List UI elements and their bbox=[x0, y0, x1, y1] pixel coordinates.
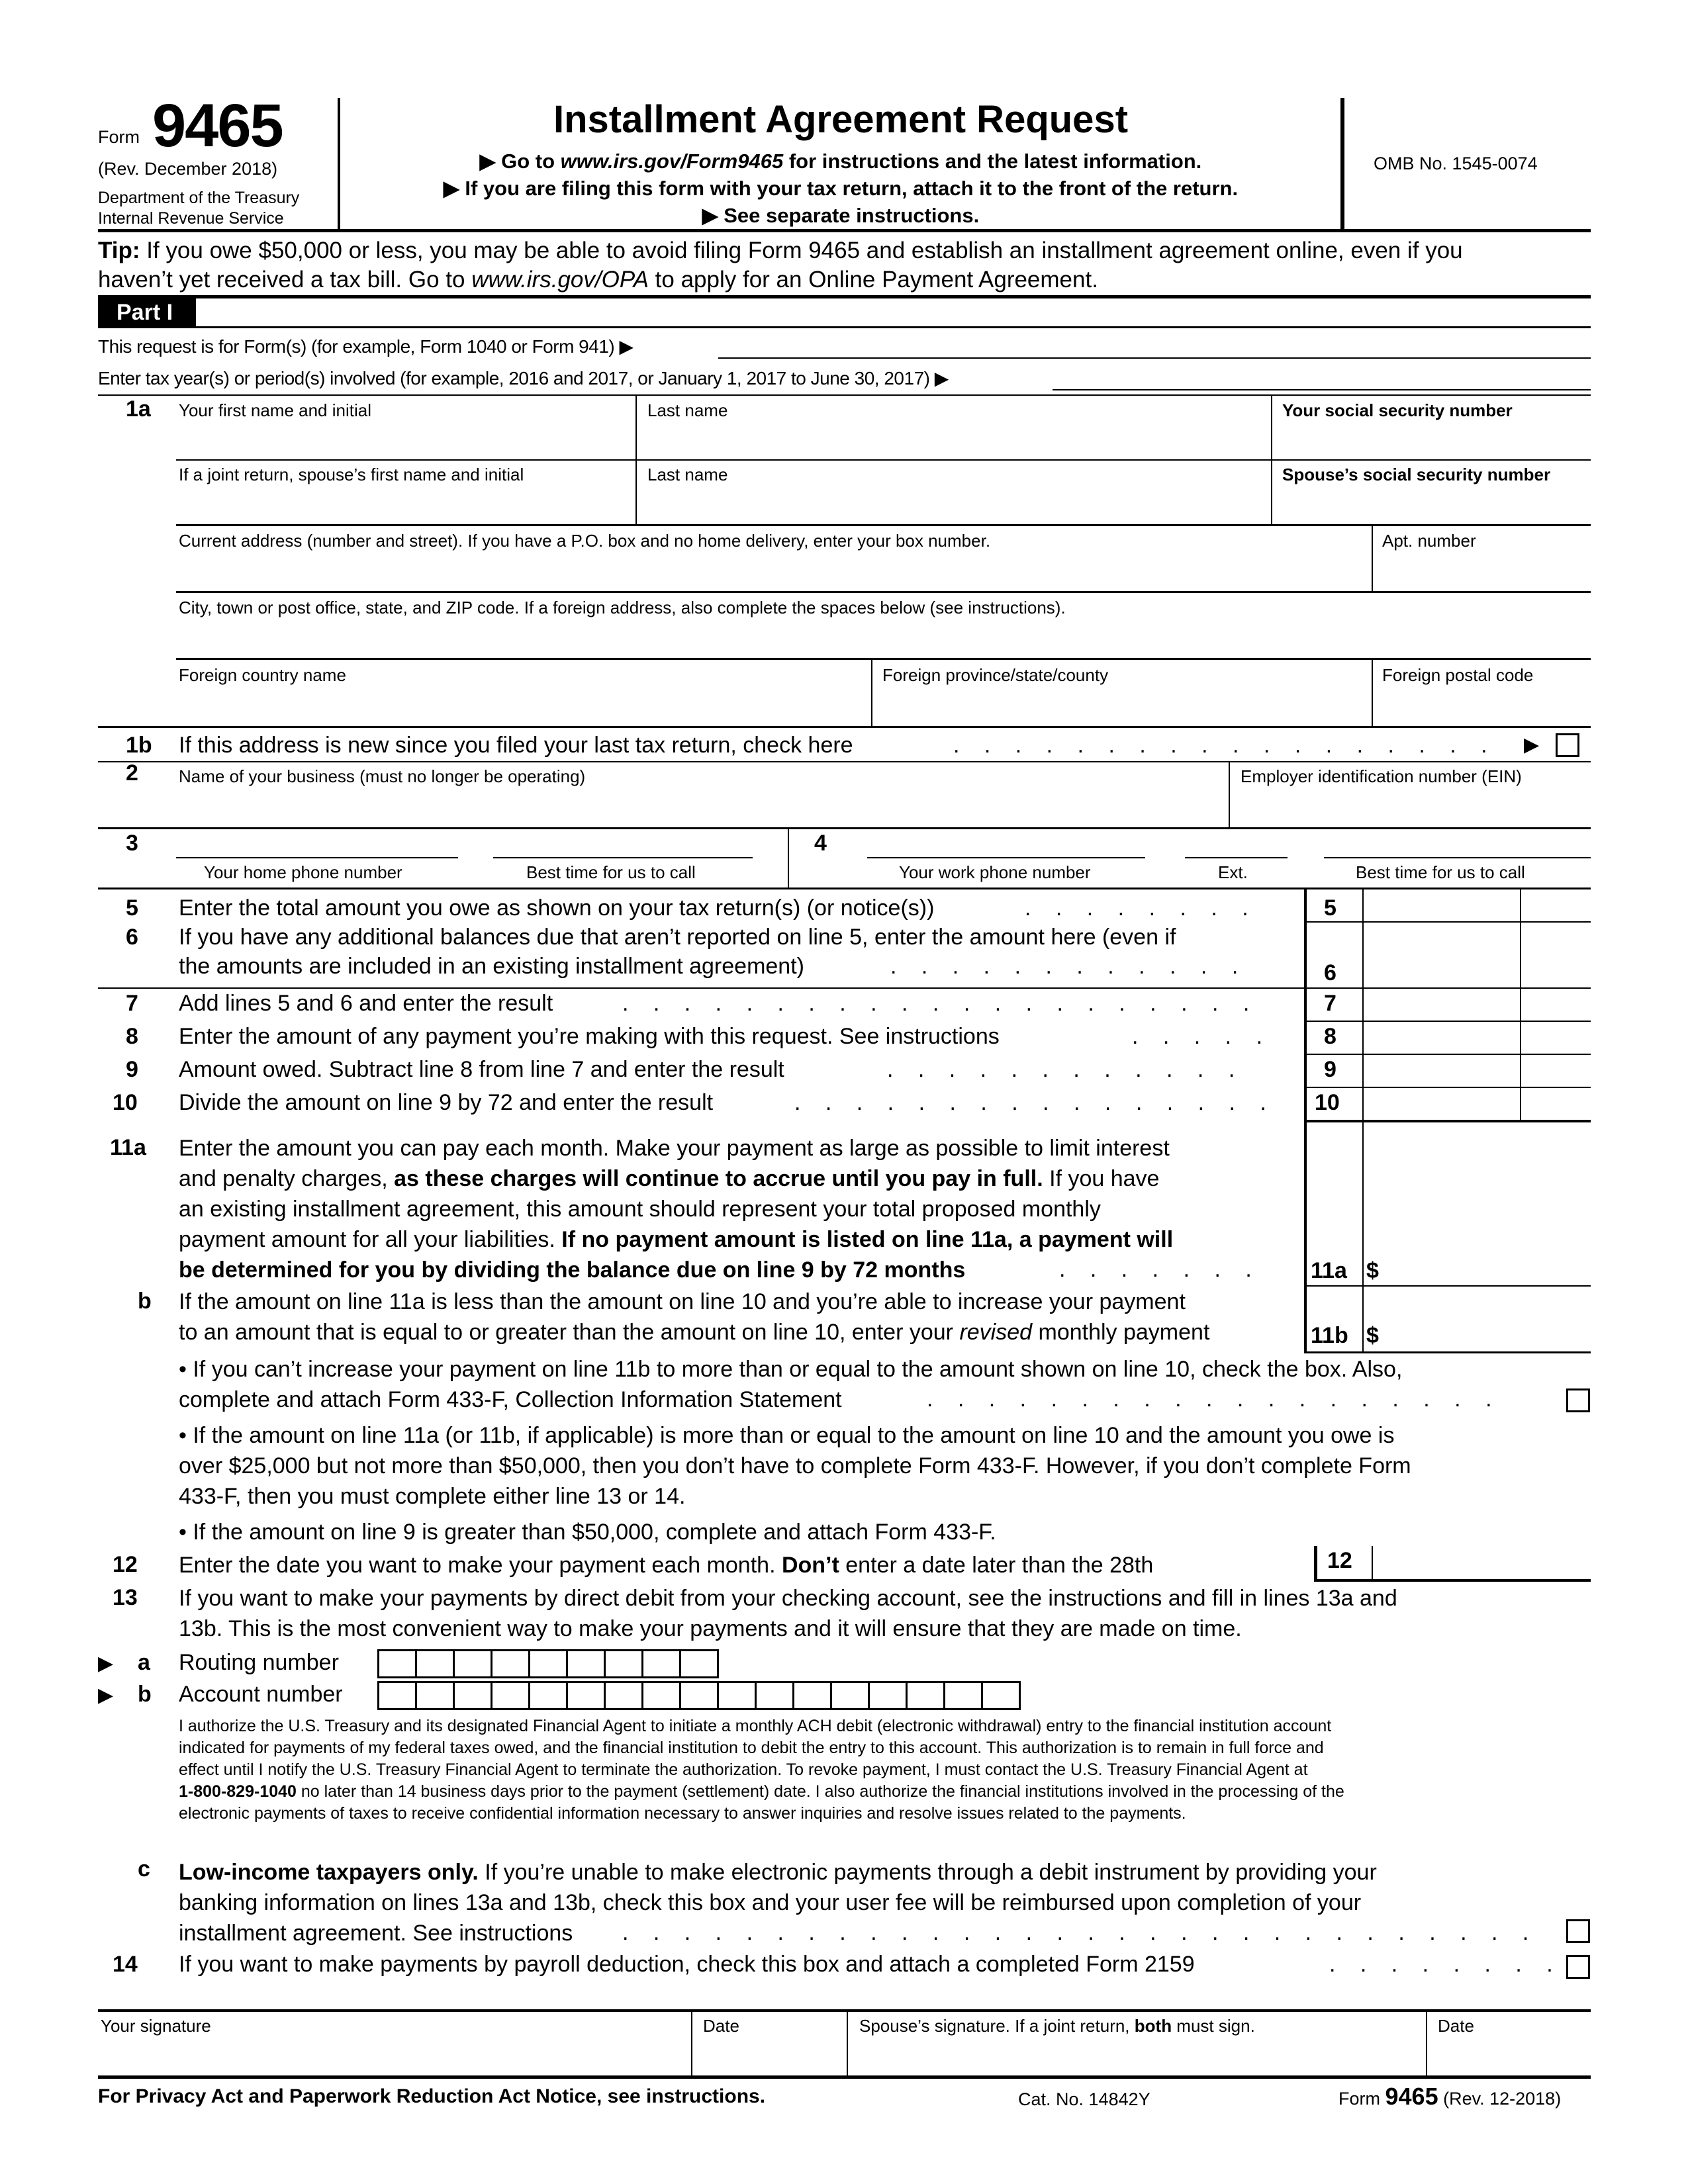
line-14-leader: . . . . . . . . bbox=[1329, 1952, 1562, 1977]
part-1-label: Part I bbox=[98, 298, 196, 326]
line-13c-text: Low-income taxpayers only. If you’re unable to make electronic payments through a debit instrument by providing your banking information on lines 13a and 13b, check this box and your user fee will be reimbursed upon completion of your installment agreement. See instructions bbox=[179, 1860, 1377, 1946]
account-digit-box[interactable] bbox=[755, 1681, 794, 1710]
foreign-country-input[interactable] bbox=[176, 660, 871, 726]
line-1a-number: 1a bbox=[126, 396, 151, 422]
line-13c-letter: c bbox=[138, 1856, 150, 1882]
line-9-leader: . . . . . . . . . . . . bbox=[887, 1057, 1244, 1082]
line-13b-letter: b bbox=[138, 1682, 152, 1707]
line-3-number: 3 bbox=[126, 831, 138, 856]
home-phone-label: Your home phone number bbox=[204, 862, 402, 882]
account-digit-box[interactable] bbox=[906, 1681, 945, 1710]
line-7-text: Add lines 5 and 6 and enter the result bbox=[179, 991, 553, 1016]
line-14-number: 14 bbox=[113, 1952, 138, 1977]
routing-digit-box[interactable] bbox=[604, 1649, 643, 1678]
line-9-number: 9 bbox=[126, 1057, 138, 1082]
bullet-1-leader: . . . . . . . . . . . . . . . . . . . bbox=[927, 1387, 1501, 1412]
work-phone-input[interactable] bbox=[867, 829, 1145, 857]
work-best-time-input[interactable] bbox=[1324, 829, 1591, 857]
line-10-text: Divide the amount on line 9 by 72 and enter the result bbox=[179, 1090, 714, 1115]
line-13a-letter: a bbox=[138, 1650, 150, 1675]
home-phone-input[interactable] bbox=[176, 829, 458, 857]
line-1b-arrow: ▶ bbox=[1524, 734, 1540, 756]
address-input[interactable] bbox=[176, 526, 1372, 591]
line-14-text: If you want to make payments by payroll deduction, check this box and attach a completed Form 2159 bbox=[179, 1952, 1195, 1977]
line-5-leader: . . . . . . . . bbox=[1025, 895, 1258, 921]
foreign-country-label: Foreign country name bbox=[179, 665, 346, 685]
foreign-province-label: Foreign province/state/county bbox=[882, 665, 1109, 685]
tip-text: Tip: If you owe $50,000 or less, you may be able to avoid filing Form 9465 and establish an installment agreement online, even if you haven’t yet received a tax bill. Go to www.irs.gov/OPA to apply for an Online Payment Agreement. bbox=[98, 238, 1463, 293]
routing-digit-box[interactable] bbox=[491, 1649, 530, 1678]
apt-number-input[interactable] bbox=[1373, 526, 1591, 591]
line-11a-box-label: 11a bbox=[1311, 1258, 1347, 1283]
spouse-ssn-label: Spouse’s social security number bbox=[1282, 465, 1551, 484]
line-2-number: 2 bbox=[126, 760, 138, 786]
line-1b-leader: . . . . . . . . . . . . . . . . . . bbox=[953, 733, 1497, 758]
agency-name: Internal Revenue Service bbox=[98, 209, 284, 228]
form-number: 9465 bbox=[152, 92, 283, 159]
home-best-time-input[interactable] bbox=[493, 829, 753, 857]
form-url-link[interactable]: www.irs.gov/Form9465 bbox=[560, 150, 784, 173]
line-8-box-label: 8 bbox=[1324, 1024, 1336, 1049]
line-8-text: Enter the amount of any payment you’re making with this request. See instructions bbox=[179, 1024, 1000, 1049]
line-6-leader: . . . . . . . . . . . . bbox=[890, 954, 1248, 979]
work-ext-label: Ext. bbox=[1218, 862, 1248, 882]
footer-form-id: Form 9465 (Rev. 12-2018) bbox=[1338, 2083, 1562, 2110]
line-10-number: 10 bbox=[113, 1090, 138, 1115]
account-number-label: Account number bbox=[179, 1682, 343, 1707]
line-8-leader: . . . . . bbox=[1132, 1024, 1272, 1049]
account-digit-box[interactable] bbox=[830, 1681, 870, 1710]
line-6-text-2: the amounts are included in an existing installment agreement) bbox=[179, 954, 804, 979]
foreign-postal-code-input[interactable] bbox=[1373, 660, 1591, 726]
spouse-ssn-input[interactable] bbox=[1272, 461, 1591, 524]
low-income-checkbox[interactable] bbox=[1566, 1919, 1590, 1943]
line-10-box-label: 10 bbox=[1315, 1090, 1340, 1115]
spouse-first-name-input[interactable] bbox=[176, 461, 635, 524]
line-13-number: 13 bbox=[113, 1585, 138, 1610]
line-11b-dollar: $ bbox=[1366, 1323, 1379, 1348]
date-2-field[interactable] bbox=[1427, 2012, 1591, 2075]
line-5-text: Enter the total amount you owe as shown on your tax return(s) (or notice(s)) bbox=[179, 895, 935, 921]
line-5-number: 5 bbox=[126, 895, 138, 921]
account-arrow: ▶ bbox=[98, 1684, 114, 1706]
first-name-label: Your first name and initial bbox=[179, 400, 371, 420]
spouse-last-name-input[interactable] bbox=[637, 461, 1271, 524]
account-digit-box[interactable] bbox=[377, 1681, 417, 1710]
line-11b-amount-input[interactable] bbox=[1380, 1287, 1591, 1351]
request-forms-label: This request is for Form(s) (for example, Form 1040 or Form 941) ▶ bbox=[98, 336, 633, 357]
your-signature-field[interactable] bbox=[98, 2012, 691, 2075]
line-7-box-label: 7 bbox=[1324, 991, 1336, 1016]
date-1-label: Date bbox=[703, 2016, 739, 2036]
line-11b-number: b bbox=[138, 1289, 152, 1314]
line-8-amount-input[interactable] bbox=[1364, 1022, 1591, 1054]
line-9-text: Amount owed. Subtract line 8 from line 7 and enter the result bbox=[179, 1057, 784, 1082]
department-name: Department of the Treasury bbox=[98, 189, 300, 207]
routing-digit-box[interactable] bbox=[377, 1649, 417, 1678]
address-change-checkbox[interactable] bbox=[1556, 733, 1579, 757]
opa-url-link[interactable]: www.irs.gov/OPA bbox=[471, 267, 649, 293]
line-10-amount-input[interactable] bbox=[1364, 1088, 1591, 1120]
line-6-text-1: If you have any additional balances due that aren’t reported on line 5, enter the amount here (even if bbox=[179, 925, 1176, 950]
foreign-postal-code-label: Foreign postal code bbox=[1382, 665, 1534, 685]
line-9-amount-input[interactable] bbox=[1364, 1055, 1591, 1087]
form-433f-checkbox[interactable] bbox=[1566, 1388, 1590, 1412]
spouse-signature-label: Spouse’s signature. If a joint return, both must sign. bbox=[859, 2016, 1255, 2036]
line-5-amount-input[interactable] bbox=[1364, 889, 1591, 921]
spouse-last-name-label: Last name bbox=[647, 465, 728, 484]
line-11b-box-label: 11b bbox=[1311, 1323, 1348, 1348]
line-12-text: Enter the date you want to make your payment each month. Don’t enter a date later than the 28th bbox=[179, 1553, 1154, 1578]
date-2-label: Date bbox=[1438, 2016, 1474, 2036]
instruction-line-3: ▶ See separate instructions. bbox=[702, 204, 980, 227]
city-label: City, town or post office, state, and ZIP code. If a foreign address, also complete the spaces below (see instructions). bbox=[179, 598, 1066, 617]
first-name-input[interactable] bbox=[176, 396, 635, 459]
routing-digit-box[interactable] bbox=[453, 1649, 492, 1678]
ein-input[interactable] bbox=[1230, 762, 1591, 827]
account-digit-box[interactable] bbox=[528, 1681, 568, 1710]
account-digit-box[interactable] bbox=[641, 1681, 681, 1710]
routing-digit-box[interactable] bbox=[528, 1649, 568, 1678]
account-digit-box[interactable] bbox=[566, 1681, 606, 1710]
instruction-line-1: ▶ Go to www.irs.gov/Form9465 for instructions and the latest information. bbox=[479, 150, 1202, 173]
ach-authorization-text: I authorize the U.S. Treasury and its designated Financial Agent to initiate a monthly ACH debit (electronic withdrawal) entry to the financial institution account indicated for payments of my federal taxes owed, and the financial institution to debit the entry to this account. This authorization is to remain in full force and effect until I notify the U.S. Treasury Financial Agent to terminate the authorization. To revoke payment, I must contact the U.S. Treasury Financial Agent at 1-800-829-1040 no later than 14 business days prior to the payment (settlement) date. I also authorize the financial institutions involved in the processing of the electronic payments of taxes to receive confidential information necessary to answer inquiries and resolve issues related to the payments. bbox=[179, 1717, 1344, 1823]
line-11a-text: Enter the amount you can pay each month. Make your payment as large as possible to limit interest and penalty charges, as these charges will continue to accrue until you pay in full. If you have an existing installment agreement, this amount should represent your total proposed monthly payment amount for all your liabilities. If no payment amount is listed on line 11a, a payment will be determined for you by dividing the balance due on line 9 by 72 months bbox=[179, 1136, 1174, 1283]
line-5-box-label: 5 bbox=[1324, 895, 1336, 921]
line-10-leader: . . . . . . . . . . . . . . . . bbox=[794, 1090, 1276, 1115]
your-signature-label: Your signature bbox=[101, 2016, 211, 2036]
line-11b-text: If the amount on line 11a is less than the amount on line 10 and you’re able to increase your payment to an amount that is equal to or greater than the amount on line 10, enter your revised monthly payment bbox=[179, 1289, 1210, 1345]
apt-number-label: Apt. number bbox=[1382, 531, 1476, 551]
line-11a-dollar: $ bbox=[1366, 1258, 1379, 1283]
line-12-box-label: 12 bbox=[1327, 1548, 1352, 1573]
account-digit-box[interactable] bbox=[679, 1681, 719, 1710]
last-name-label: Last name bbox=[647, 400, 728, 420]
account-digit-box[interactable] bbox=[981, 1681, 1021, 1710]
work-best-time-label: Best time for us to call bbox=[1356, 862, 1525, 882]
omb-number: OMB No. 1545-0074 bbox=[1374, 154, 1538, 173]
last-name-input[interactable] bbox=[637, 396, 1271, 459]
routing-digit-box[interactable] bbox=[679, 1649, 719, 1678]
account-digit-box[interactable] bbox=[943, 1681, 983, 1710]
tax-years-input[interactable] bbox=[1053, 359, 1591, 389]
request-forms-input[interactable] bbox=[718, 328, 1591, 357]
line-6-box-label: 6 bbox=[1324, 960, 1336, 985]
line-7-leader: . . . . . . . . . . . . . . . . . . . . . bbox=[622, 991, 1259, 1016]
business-name-label: Name of your business (must no longer be operating) bbox=[179, 766, 586, 786]
address-label: Current address (number and street). If you have a P.O. box and no home delivery, enter your box number. bbox=[179, 531, 991, 551]
foreign-province-input[interactable] bbox=[872, 660, 1372, 726]
spouse-first-name-label: If a joint return, spouse’s first name and initial bbox=[179, 465, 524, 484]
line-1b-text: If this address is new since you filed your last tax return, check here bbox=[179, 733, 853, 758]
bullet-25000-50000: • If the amount on line 11a (or 11b, if applicable) is more than or equal to the amount on line 10 and the amount you owe is over $25,000 but not more than $50,000, then you don’t have to complete Form 433-F. However, if you don’t complete Form 433-F, then you must complete either line 13 or 14. bbox=[179, 1423, 1411, 1509]
form-word: Form bbox=[98, 127, 140, 147]
work-ext-input[interactable] bbox=[1185, 829, 1288, 857]
account-digit-box[interactable] bbox=[604, 1681, 643, 1710]
line-8-number: 8 bbox=[126, 1024, 138, 1049]
line-13-text: If you want to make your payments by direct debit from your checking account, see the instructions and fill in lines 13a and 13b. This is the most convenient way to make your payments and it will ensure that they are made on time. bbox=[179, 1586, 1397, 1641]
bullet-cannot-increase: • If you can’t increase your payment on line 11b to more than or equal to the amount shown on line 10, check the box. Also, complete and attach Form 433-F, Collection Information Statement bbox=[179, 1357, 1403, 1412]
form-revision: (Rev. December 2018) bbox=[98, 159, 278, 179]
line-13c-leader: . . . . . . . . . . . . . . . . . . . . . . . . . . . . . . bbox=[622, 1920, 1538, 1945]
tax-years-label: Enter tax year(s) or period(s) involved (for example, 2016 and 2017, or January 1, 2017 to June 30, 2017) ▶ bbox=[98, 368, 949, 388]
account-digit-box[interactable] bbox=[415, 1681, 455, 1710]
work-phone-label: Your work phone number bbox=[899, 862, 1091, 882]
line-11a-number: 11a bbox=[110, 1135, 146, 1160]
line-6-number: 6 bbox=[126, 925, 138, 950]
payment-date-input[interactable] bbox=[1373, 1546, 1591, 1579]
account-digit-box[interactable] bbox=[868, 1681, 908, 1710]
line-1b-number: 1b bbox=[126, 733, 152, 758]
line-11a-leader: . . . . . . . bbox=[1059, 1257, 1261, 1282]
payroll-deduction-checkbox[interactable] bbox=[1566, 1955, 1590, 1979]
routing-arrow: ▶ bbox=[98, 1653, 114, 1674]
form-title: Installment Agreement Request bbox=[553, 98, 1129, 141]
routing-number-label: Routing number bbox=[179, 1650, 339, 1675]
date-1-field[interactable] bbox=[692, 2012, 847, 2075]
spouse-signature-field[interactable] bbox=[848, 2012, 1426, 2075]
routing-digit-box[interactable] bbox=[641, 1649, 681, 1678]
ssn-label: Your social security number bbox=[1282, 400, 1513, 420]
routing-digit-box[interactable] bbox=[566, 1649, 606, 1678]
line-11a-amount-input[interactable] bbox=[1380, 1122, 1591, 1285]
line-4-number: 4 bbox=[814, 831, 827, 856]
city-input[interactable] bbox=[176, 593, 1591, 658]
line-7-amount-input[interactable] bbox=[1364, 989, 1591, 1021]
home-best-time-label: Best time for us to call bbox=[526, 862, 696, 882]
account-digit-box[interactable] bbox=[453, 1681, 492, 1710]
catalog-number: Cat. No. 14842Y bbox=[1018, 2089, 1150, 2109]
instruction-line-2: ▶ If you are filing this form with your tax return, attach it to the front of the return. bbox=[443, 177, 1239, 200]
business-name-input[interactable] bbox=[176, 762, 1229, 827]
account-digit-box[interactable] bbox=[717, 1681, 757, 1710]
ssn-input[interactable] bbox=[1272, 396, 1591, 459]
bullet-over-50000: • If the amount on line 9 is greater than $50,000, complete and attach Form 433-F. bbox=[179, 1520, 996, 1545]
line-7-number: 7 bbox=[126, 991, 138, 1016]
account-digit-box[interactable] bbox=[792, 1681, 832, 1710]
line-9-box-label: 9 bbox=[1324, 1057, 1336, 1082]
account-digit-box[interactable] bbox=[491, 1681, 530, 1710]
line-12-number: 12 bbox=[113, 1552, 138, 1577]
line-6-amount-input[interactable] bbox=[1364, 923, 1591, 987]
ein-label: Employer identification number (EIN) bbox=[1241, 766, 1522, 786]
routing-digit-box[interactable] bbox=[415, 1649, 455, 1678]
privacy-notice: For Privacy Act and Paperwork Reduction Act Notice, see instructions. bbox=[98, 2085, 766, 2107]
